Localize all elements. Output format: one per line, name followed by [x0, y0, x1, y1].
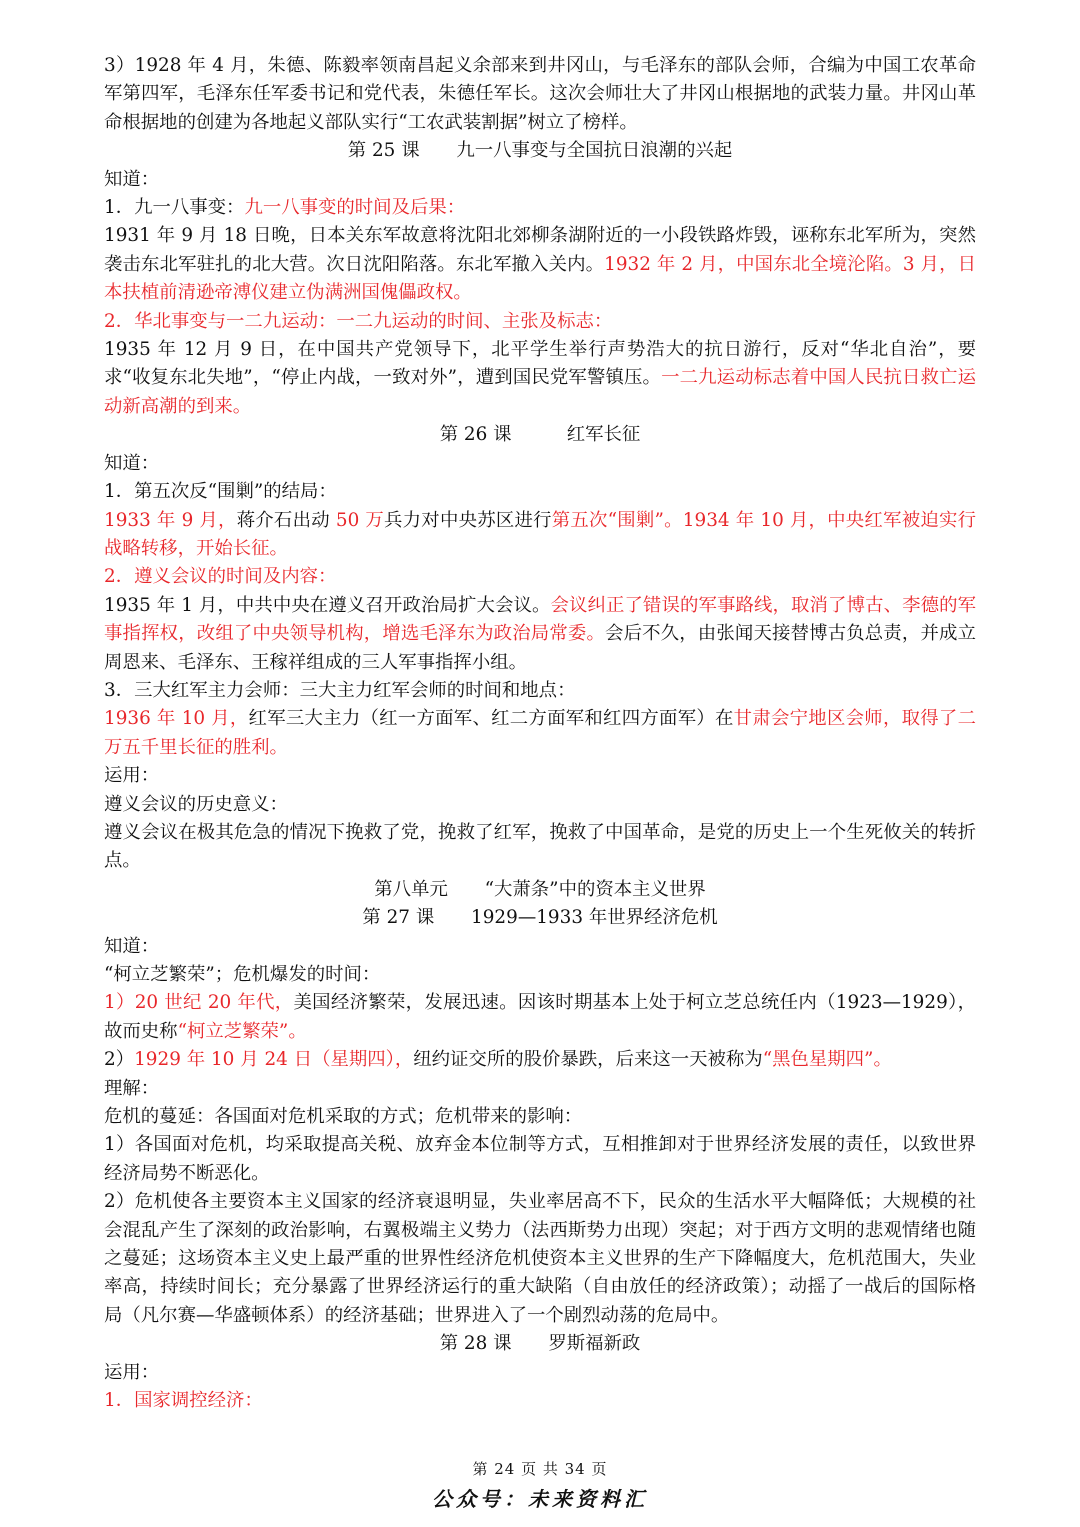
paragraph — [104, 1387, 976, 1415]
text-run: 第 25 课 九一八事变与全国抗日浪潮的兴起 — [347, 140, 733, 162]
highlighted-text: 九一八事变的时间及后果： — [244, 197, 466, 219]
paragraph — [104, 961, 976, 989]
highlighted-text: 1932 年 2 月，中国东北全境沦陷。3 月，日本扶植前清逊帝溥仪建立伪满洲国傀儡政权。 — [104, 253, 976, 304]
text-run: 1935 年 12 月 9 日，在中国共产党领导下，北平学生举行声势浩大的抗日游行，反对“华北自治”，要求“收复东北失地”，“停止内战，一致对外”，遭到国民党军警镇压。 — [104, 339, 976, 389]
paragraph — [104, 563, 976, 591]
paragraph — [104, 989, 976, 1046]
highlighted-text: 一二九运动标志着中国人民抗日救亡运动新高潮的到来。 — [104, 367, 976, 417]
highlighted-text: 第五次“围剿”。1934 年 10 月，中央红军被迫实行战略转移，开始长征。 — [104, 509, 976, 559]
text-run: 2）危机使各主要资本主义国家的经济衰退明显，失业率居高不下，民众的生活水平大幅降低；大规模的社会混乱产生了深刻的政治影响，右翼极端主义势力（法西斯势力出现）突起；对于西方文明的悲观情绪也随之蔓延；这场资本主义史上最严重的世界性经济危机使资本主义世界的生产下降幅度大，危机范围大，失业率高，持续时间长；充分暴露了世界经济运行的重大缺陷（自由放任的经济政策）；动摇了一战后的国际格局（凡尔赛—华盛顿体系）的经济基础；世界进入了一个剧烈动荡的危局中。 — [104, 1191, 976, 1326]
paragraph — [104, 933, 976, 961]
section-heading — [104, 904, 976, 932]
paragraph — [104, 705, 976, 762]
text-run: 1．第五次反“围剿”的结局： — [104, 481, 337, 503]
section-heading — [104, 421, 976, 449]
section-heading — [104, 137, 976, 165]
text-run: 遵义会议的历史意义： — [104, 793, 288, 815]
paragraph — [104, 222, 976, 307]
text-run: 2） — [104, 1049, 135, 1071]
text-run: 红军三大主力（红一方面军、红二方面军和红四方面军）在 — [248, 708, 734, 730]
text-run: 3．三大红军主力会师：三大主力红军会师的时间和地点： — [104, 679, 576, 701]
paragraph — [104, 1188, 976, 1330]
text-run: 第 26 课 红军长征 — [439, 424, 641, 446]
paragraph — [104, 478, 976, 506]
highlighted-text: 甘肃会宁地区会师，取得了二万五千里长征的胜利。 — [104, 708, 976, 758]
paragraph — [104, 819, 976, 876]
text-run: 蒋介石出动 — [236, 509, 336, 531]
text-run: 纽约证交所的股价暴跌，后来这一天被称为 — [413, 1049, 763, 1071]
page-number: 第 24 页 共 34 页 — [472, 1460, 608, 1478]
paragraph — [104, 1046, 976, 1074]
highlighted-text: “黑色星期四”。 — [762, 1049, 892, 1071]
paragraph — [104, 336, 976, 421]
paragraph — [104, 592, 976, 677]
text-run: 美国经济繁荣，发展迅速。因该时期基本上处于柯立芝总统任内（1923—1929），故而史称 — [104, 992, 976, 1042]
text-run: 第 28 课 罗斯福新政 — [439, 1333, 641, 1355]
text-run: 运用： — [104, 765, 160, 787]
text-run: 1931 年 9 月 18 日晚，日本关东军故意将沈阳北郊柳条湖附近的一小段铁路炸毁，诬称东北军所为，突然袭击东北军驻扎的北大营。次日沈阳陷落。东北军撤入关内。 — [104, 225, 976, 275]
paragraph — [104, 166, 976, 194]
paragraph — [104, 507, 976, 564]
highlighted-text: 50 万 — [335, 509, 385, 531]
highlighted-text: 1．国家调控经济： — [104, 1390, 263, 1412]
paragraph — [104, 1075, 976, 1103]
text-run: 危机的蔓延：各国面对危机采取的方式；危机带来的影响： — [104, 1106, 583, 1128]
text-run: 兵力对中央苏区进行 — [384, 509, 552, 531]
text-run: 会后不久，由张闻天接替博古负总责，并成立周恩来、毛泽东、王稼祥组成的三人军事指挥小组。 — [104, 623, 976, 673]
text-run: 知道： — [104, 452, 160, 474]
highlighted-text: “柯立芝繁荣”。 — [177, 1020, 307, 1042]
document-body — [104, 52, 976, 1416]
highlighted-text: 1）20 世纪 20 年代， — [104, 992, 294, 1014]
text-run: 第八单元 “大萧条”中的资本主义世界 — [374, 878, 706, 900]
text-run: 运用： — [104, 1361, 160, 1383]
text-run: 遵义会议在极其危急的情况下挽救了党，挽救了红军，挽救了中国革命，是党的历史上一个生死攸关的转折点。 — [104, 821, 976, 872]
highlighted-text: 1929 年 10 月 24 日（星期四）， — [134, 1049, 414, 1071]
text-run: 知道： — [104, 935, 160, 957]
highlighted-text: 2．遵义会议的时间及内容： — [104, 566, 337, 588]
paragraph — [104, 194, 976, 222]
paragraph — [104, 677, 976, 705]
paragraph — [104, 450, 976, 478]
paragraph — [104, 52, 976, 137]
text-run: “柯立芝繁荣”；危机爆发的时间： — [104, 964, 381, 985]
text-run: 1．九一八事变： — [104, 197, 245, 219]
highlighted-text: 1933 年 9 月， — [104, 509, 237, 531]
paragraph — [104, 308, 976, 336]
section-heading — [104, 876, 976, 904]
text-run: 1935 年 1 月，中共中央在遵义召开政治局扩大会议。 — [104, 594, 551, 616]
text-run: 第 27 课 1929—1933 年世界经济危机 — [362, 907, 718, 929]
text-run: 理解： — [104, 1077, 160, 1099]
paragraph — [104, 791, 976, 819]
highlighted-text: 会议纠正了错误的军事路线，取消了博古、李德的军事指挥权，改组了中央领导机构，增选毛泽东为政治局常委。 — [104, 594, 976, 645]
paragraph — [104, 762, 976, 790]
text-run: 知道： — [104, 168, 160, 190]
paragraph — [104, 1103, 976, 1131]
text-run: 3）1928 年 4 月，朱德、陈毅率领南昌起义余部来到井冈山，与毛泽东的部队会师，合编为中国工农革命军第四军，毛泽东任军委书记和党代表，朱德任军长。这次会师壮大了井冈山根据地的武装力量。井冈山革命根据地的创建为各地起义部队实行“工农武装割据”树立了榜样。 — [104, 55, 976, 133]
highlighted-text: 1936 年 10 月， — [104, 708, 249, 730]
footer-watermark: 公众号：未来资料汇 — [432, 1487, 648, 1511]
highlighted-text: 2．华北事变与一二九运动：一二九运动的时间、主张及标志： — [104, 310, 613, 332]
paragraph — [104, 1131, 976, 1188]
text-run: 1）各国面对危机，均采取提高关税、放弃金本位制等方式，互相推卸对于世界经济发展的责任，以致世界经济局势不断恶化。 — [104, 1134, 976, 1184]
paragraph — [104, 1359, 976, 1387]
section-heading — [104, 1330, 976, 1358]
